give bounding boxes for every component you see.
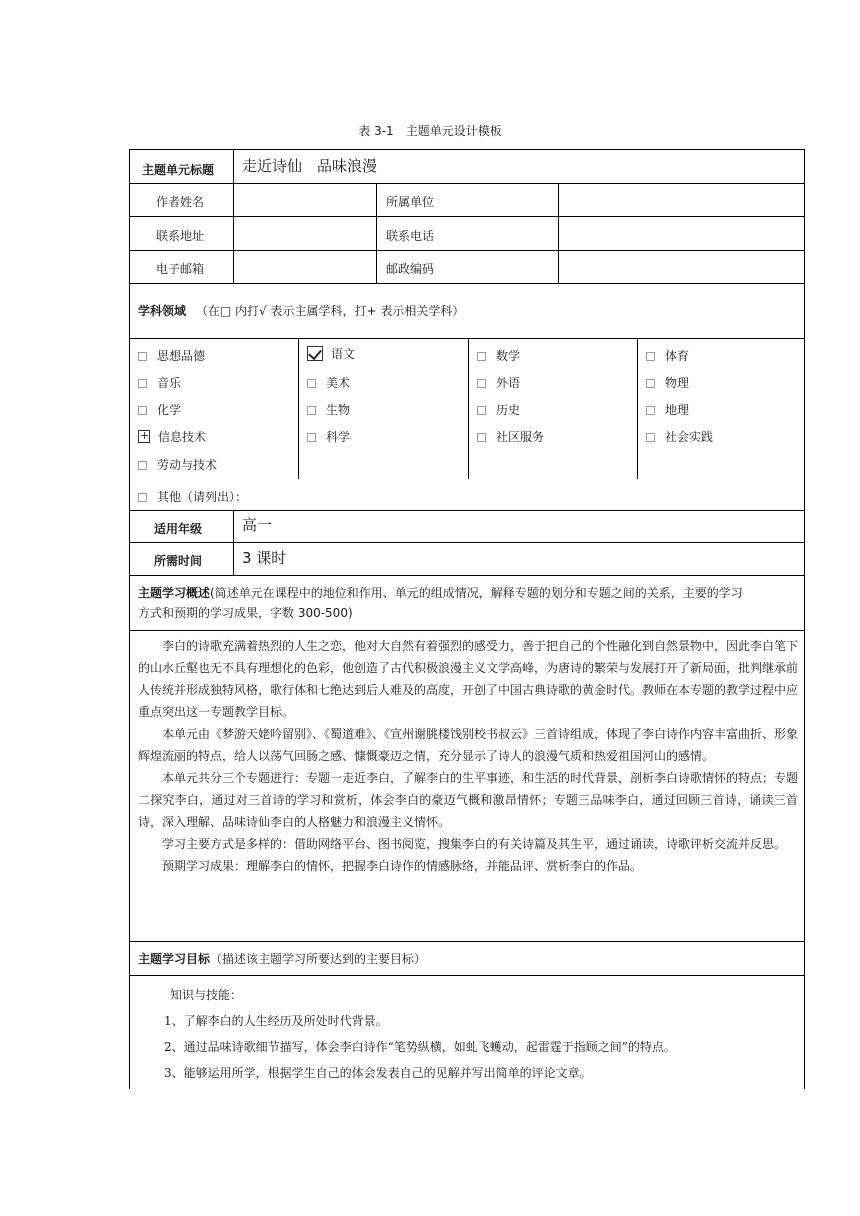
row-divider — [130, 283, 804, 284]
row-divider — [130, 575, 804, 576]
subject-option[interactable]: 外语 — [477, 375, 520, 391]
table-caption: 表 3-1 主题单元设计模板 — [358, 124, 502, 138]
email-label: 电子邮箱 — [156, 262, 205, 276]
checkbox-icon[interactable] — [138, 406, 147, 415]
subject-option[interactable]: 历史 — [477, 402, 520, 418]
goal-item: 3、能够运用所学，根据学生自己的体会发表自己的见解并写出简单的评论文章。 — [164, 1066, 592, 1080]
row-divider — [130, 630, 804, 631]
overview-paragraph: 学习主要方式是多样的：借助网络平台、图书阅览，搜集李白的有关诗篇及其生平，通过诵读，诗歌评析交流并反思。 — [162, 837, 787, 851]
address-label: 联系地址 — [156, 229, 205, 243]
checkbox-icon[interactable] — [646, 406, 655, 415]
goals-description: （描述该主题学习所要达到的主要目标） — [210, 952, 427, 966]
subject-option[interactable]: 音乐 — [138, 375, 181, 391]
subject-option[interactable]: 化学 — [138, 402, 181, 418]
overview-paragraph: 李白的诗歌充满着热烈的人生之恋，他对大自然有着强烈的感受力，善于把自己的个性融化到自然景物中，因此李白笔下的山水丘壑也无不具有理想化的色彩，他创造了古代积极浪漫主义文学高峰，为唐诗的繁荣与发展打开了新局面，批判继承前人传统并形成独特风格，歌行体和七绝达到后人难及的高度，开创了中国古典诗歌的黄金时代。教师在本专题的教学过程中应重点突出这一专题教学目标。 — [138, 639, 799, 719]
postcode-label: 邮政编码 — [386, 262, 435, 276]
subject-option[interactable]: 社会实践 — [646, 429, 713, 445]
row-divider — [130, 216, 804, 217]
unit-label: 所属单位 — [386, 195, 435, 209]
subject-option[interactable]: 劳动与技术 — [138, 457, 217, 473]
goals-heading — [138, 951, 426, 967]
time-value[interactable]: 3 课时 — [242, 549, 287, 567]
row-divider — [130, 183, 804, 184]
column-divider — [637, 338, 638, 479]
overview-label: 主题学习概述 — [138, 586, 211, 600]
grade-label: 适用年级 — [154, 522, 203, 536]
checkbox-icon[interactable] — [138, 352, 147, 361]
checkbox-icon[interactable] — [646, 352, 655, 361]
goals-label: 主题学习目标 — [138, 952, 211, 966]
checkbox-icon[interactable] — [646, 433, 655, 442]
column-divider — [558, 183, 559, 283]
overview-description: (简述单元在课程中的地位和作用、单元的组成情况，解释专题的划分和专题之间的关系，主要的学习 — [210, 586, 743, 600]
subject-note: （在□ 内打√ 表示主属学科，打+ 表示相关学科） — [195, 304, 465, 318]
subject-option-other[interactable]: 其他（请列出）： — [138, 489, 247, 505]
title-value[interactable]: 走近诗仙 品味浪漫 — [242, 157, 378, 175]
checkbox-icon[interactable] — [477, 406, 486, 415]
checkmark-checkbox-icon[interactable] — [307, 346, 323, 361]
row-divider — [130, 510, 804, 511]
grade-value[interactable]: 高一 — [242, 516, 273, 534]
row-divider — [130, 542, 804, 543]
subject-option[interactable]: 思想品德 — [138, 348, 205, 364]
author-label: 作者姓名 — [156, 195, 205, 209]
subject-heading — [138, 303, 464, 319]
row-divider — [130, 250, 804, 251]
overview-paragraph: 本单元由《梦游天姥吟留别》、《蜀道难》、《宣州谢朓楼饯别校书叔云》三首诗组成，体现了李白诗作内容丰富曲折、形象辉煌流丽的特点，给人以荡气回肠之感、慷慨豪迈之情，充分显示了诗人的浪漫气质和热爱祖国河山的感情。 — [138, 727, 799, 763]
subject-option[interactable]: 美术 — [307, 375, 350, 391]
subject-label: 学科领域 — [138, 304, 187, 318]
row-divider — [130, 975, 804, 976]
phone-label: 联系电话 — [386, 229, 435, 243]
row-divider — [130, 941, 804, 942]
title-label: 主题单元标题 — [142, 163, 215, 177]
goal-item: 1、了解李白的人生经历及所处时代背景。 — [164, 1014, 388, 1028]
subject-option[interactable]: 社区服务 — [477, 429, 544, 445]
column-divider — [298, 338, 299, 479]
time-label: 所需时间 — [154, 554, 203, 568]
column-divider — [376, 183, 377, 283]
subject-option[interactable]: 物理 — [646, 375, 689, 391]
subject-option[interactable]: 数学 — [477, 348, 520, 364]
subject-option[interactable]: 体育 — [646, 348, 689, 364]
checkbox-icon[interactable] — [646, 379, 655, 388]
column-divider — [233, 510, 234, 575]
row-divider — [130, 338, 804, 339]
checkbox-icon[interactable] — [138, 379, 147, 388]
checkbox-icon[interactable] — [477, 352, 486, 361]
plus-checkbox-icon[interactable] — [138, 430, 150, 443]
subject-option[interactable]: 生物 — [307, 402, 350, 418]
subject-option[interactable]: 地理 — [646, 402, 689, 418]
overview-body — [138, 635, 798, 877]
goal-item: 2、通过品味诗歌细节描写，体会李白诗作“笔势纵横，如虬飞蠖动，起雷霆于指顾之间”的特点。 — [164, 1040, 676, 1054]
subject-option[interactable]: +信息技术 — [138, 429, 206, 445]
checkbox-icon[interactable] — [138, 493, 147, 502]
overview-paragraph: 预期学习成果：理解李白的情怀，把握李白诗作的情感脉络，并能品评、赏析李白的作品。 — [162, 859, 643, 873]
overview-description-cont: 方式和预期的学习成果，字数 300-500) — [138, 606, 353, 620]
checkbox-icon[interactable] — [477, 379, 486, 388]
checkbox-icon[interactable] — [307, 406, 316, 415]
subject-option[interactable]: 语文 — [307, 346, 355, 362]
goals-subheading: 知识与技能： — [170, 988, 243, 1002]
checkbox-icon[interactable] — [307, 379, 316, 388]
checkbox-icon[interactable] — [477, 433, 486, 442]
overview-paragraph: 本单元共分三个专题进行：专题一走近李白，了解李白的生平事迹，和生活的时代背景，剖析李白诗歌情怀的特点；专题二探究李白，通过对三首诗的学习和赏析，体会李白的豪迈气概和激昂情怀；专题三品味李白，通过回顾三首诗，诵读三首诗，深入理解、品味诗仙李白的人格魅力和浪漫主义情怀。 — [138, 771, 799, 829]
overview-heading — [138, 583, 743, 623]
checkbox-icon[interactable] — [307, 433, 316, 442]
unit-design-table — [129, 149, 805, 1089]
checkbox-icon[interactable] — [138, 461, 147, 470]
subject-option[interactable]: 科学 — [307, 429, 350, 445]
column-divider — [468, 338, 469, 479]
column-divider — [233, 150, 234, 283]
